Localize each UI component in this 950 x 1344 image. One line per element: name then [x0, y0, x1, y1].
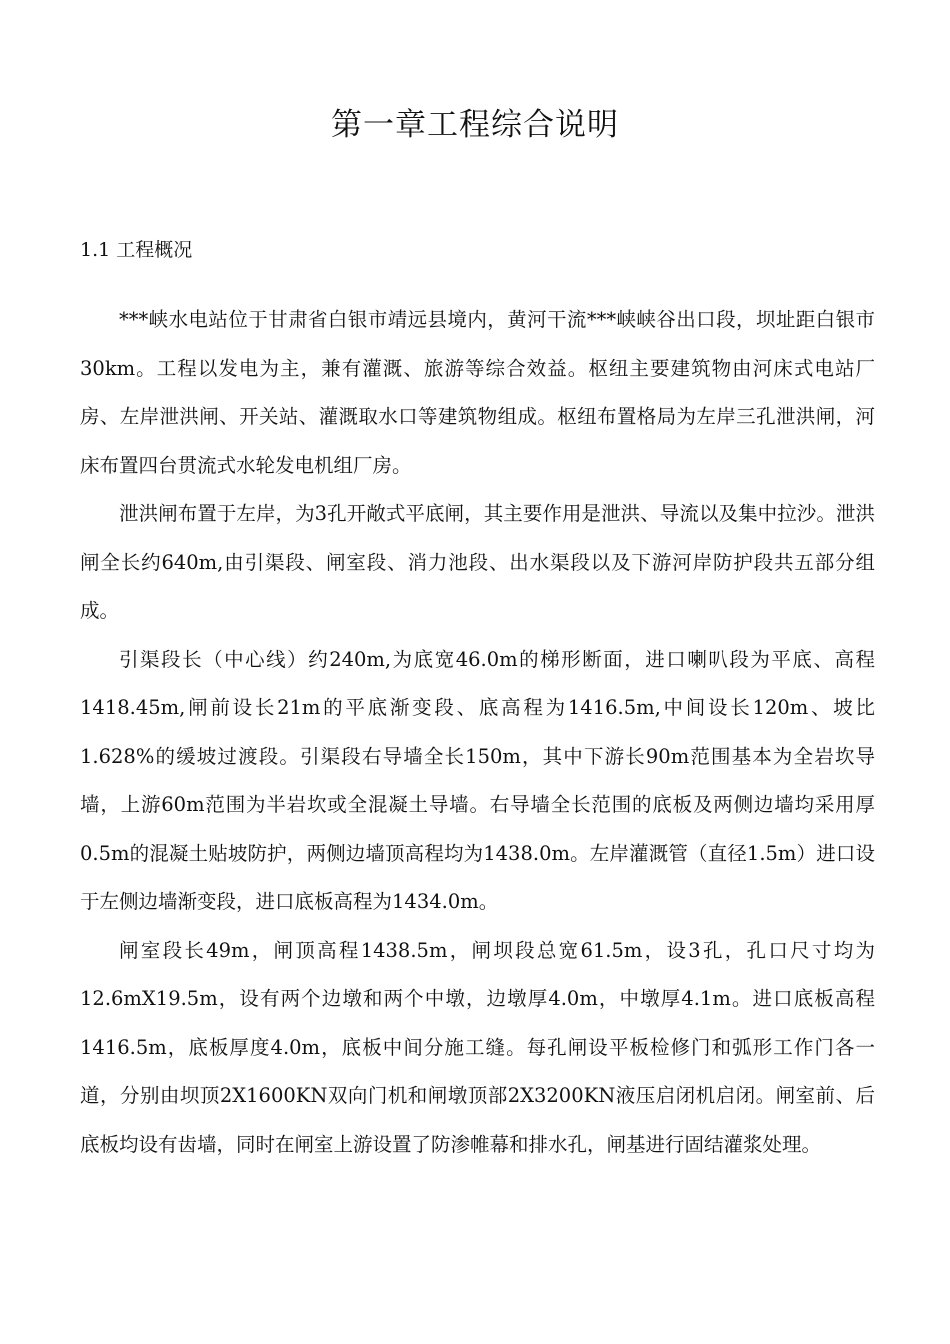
paragraph-overview: ***峡水电站位于甘肃省白银市靖远县境内，黄河干流***峡峡谷出口段，坝址距白银市30km。工程以发电为主，兼有灌溉、旅游等综合效益。枢纽主要建筑物由河床式电站厂房、左岸泄洪闸、开关站、灌溉取水口等建筑物组成。枢纽布置格局为左岸三孔泄洪闸，河床布置四台贯流式水轮发电机组厂房。	[80, 308, 875, 477]
paragraph-gate-chamber: 闸室段长49m，闸顶高程1438.5m，闸坝段总宽61.5m，设3孔，孔口尺寸均为12.6mX19.5m，设有两个边墩和两个中墩，边墩厚4.0m，中墩厚4.1m。进口底板高程1416.5m，底板厚度4.0m，底板中间分施工缝。每孔闸设平板检修门和弧形工作门各一道，分别由坝顶2X1600KN双向门机和闸墩顶部2X3200KN液压启闭机启闭。闸室前、后底板均设有齿墙，同时在闸室上游设置了防渗帷幕和排水孔，闸基进行固结灌浆处理。	[80, 938, 875, 1156]
section-heading: 1.1 工程概况	[80, 239, 193, 261]
chapter-title: 第一章工程综合说明	[331, 107, 619, 143]
paragraph-approach-channel: 引渠段长（中心线）约240m,为底宽46.0m的梯形断面，进口喇叭段为平底、高程1418.45m,闸前设长21m的平底渐变段、底高程为1416.5m,中间设长120m、坡比1.628%的缓坡过渡段。引渠段右导墙全长150m，其中下游长90m范围基本为全岩坎导墙，上游60m范围为半岩坎或全混凝土导墙。右导墙全长范围的底板及两侧边墙均采用厚0.5m的混凝土贴坡防护，两侧边墙顶高程均为1438.0m。左岸灌溉管（直径1.5m）进口设于左侧边墙渐变段，进口底板高程为1434.0m。	[80, 647, 875, 913]
body-text	[80, 296, 875, 1169]
paragraph-spillway: 泄洪闸布置于左岸，为3孔开敞式平底闸，其主要作用是泄洪、导流以及集中拉沙。泄洪闸全长约640m,由引渠段、闸室段、消力池段、出水渠段以及下游河岸防护段共五部分组成。	[80, 502, 875, 622]
